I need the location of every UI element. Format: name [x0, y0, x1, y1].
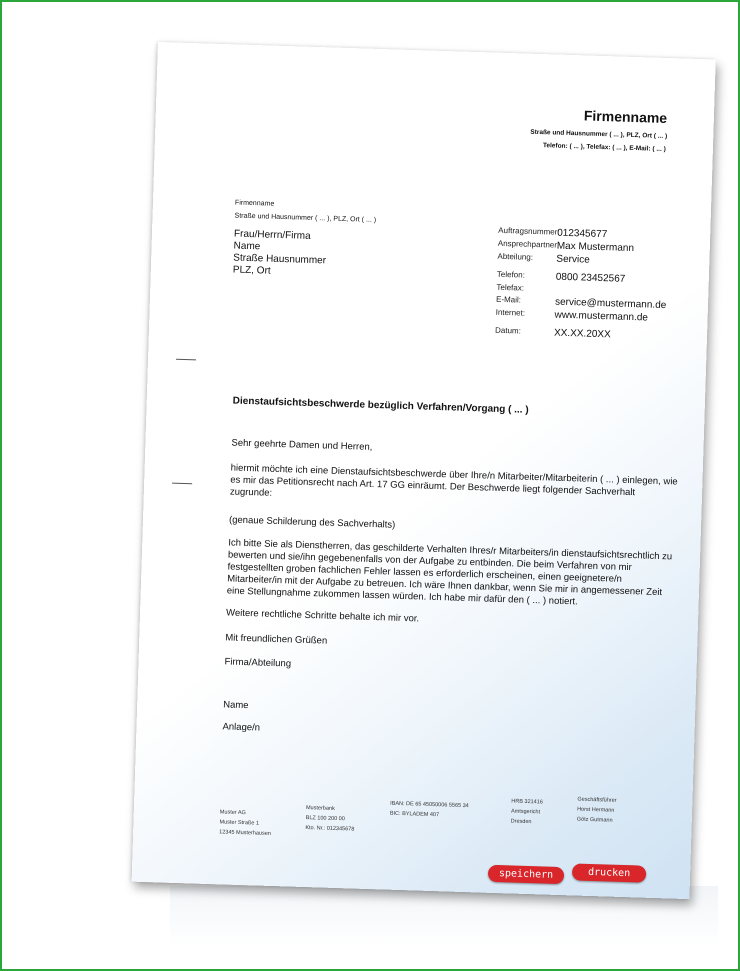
recipient-line: Straße Hausnummer — [233, 252, 327, 267]
info-label-order: Auftragsnummer: — [498, 225, 560, 237]
header-address: Straße und Hausnummer ( ... ), PLZ, Ort ( ... ) — [530, 128, 668, 141]
info-label-internet: Internet: — [495, 307, 526, 318]
letter-closing: Mit freundlichen Grüßen — [225, 632, 328, 647]
footer-text: Geschäftsführer — [577, 796, 617, 804]
footer-col-iban — [390, 799, 469, 821]
recipient-line: PLZ, Ort — [232, 264, 271, 277]
info-label-fax: Telefax: — [496, 282, 525, 293]
footer-col-company — [219, 807, 272, 839]
footer-text: BLZ 100 200 00 — [305, 815, 345, 823]
footer-text: Musterbank — [305, 805, 335, 812]
letter-paragraph-4: Weitere rechtliche Schritte behalte ich mir vor. — [225, 607, 420, 625]
footer-text: Amtsgericht — [510, 808, 541, 816]
recipient-line: Name — [233, 240, 261, 253]
letter-paragraph-1: hiermit möchte ich eine Dienstaufsichtsbeschwerde über Ihre/n Mitarbeiter/Mitarbeiterin ( ... ) einlegen, wie es mir das Petitionsrecht nach Art. 17 GG einräumt. Der Beschwerde liegt folgender Sachverhalt zugrunde: — [229, 462, 678, 499]
info-label-phone: Telefon: — [496, 269, 526, 280]
header-company-name: Firmenname — [583, 107, 668, 127]
footer-text: BIC: BYLADEM 407 — [389, 810, 440, 819]
info-value-email: service@mustermann.de — [554, 296, 667, 312]
info-label-contact-person: Ansprechpartner: — [497, 238, 560, 250]
save-button[interactable]: speichern — [488, 865, 564, 884]
letter-page — [132, 42, 716, 899]
header-contact: Telefon: ( ... ), Telefax: ( ... ), E-Mail: ( ... ) — [542, 142, 666, 154]
letter-paragraph-3: Ich bitte Sie als Dienstherren, das geschilderte Verhalten Ihres/r Mitarbeiters/in dienstaufsichtsrechtlich zu bewerten und sie/ihn gegebenenfalls von der Aufgabe zu entbinden. Die beim Verfahren von mir festgestellten groben fachlichen Fehler lassen es erforderlich erscheinen, einen geeignetere/n Mitarbeiter/in mit der Aufgabe zu betreuen. Ich wäre Ihnen dankbar, wenn Sie mir in angemessener Zeit eine Stellungnahme zukommen lassen würden. Ich habe mir dafür den ( ... ) notiert. — [226, 537, 673, 608]
letter-paragraph-2: (genaue Schilderung des Sachverhalts) — [228, 514, 396, 531]
info-value-department: Service — [556, 253, 590, 266]
footer-text: Dresden — [510, 818, 532, 826]
recipient-line: Frau/Herrn/Firma — [233, 228, 311, 242]
footer-text: 12345 Musterhausen — [219, 829, 271, 837]
info-value-date: XX.XX.20XX — [553, 327, 611, 341]
footer-text: Götz Gutmann — [576, 816, 613, 824]
info-label-email: E-Mail: — [495, 294, 522, 305]
attachment-line: Anlage/n — [222, 721, 261, 734]
letter-salutation: Sehr geehrte Damen und Herren, — [231, 437, 373, 453]
print-button[interactable]: drucken — [572, 863, 646, 882]
footer-text: Muster AG — [219, 809, 246, 817]
footer-col-management — [577, 795, 617, 826]
footer-text: Horst Hermann — [577, 806, 615, 814]
info-value-internet: www.mustermann.de — [554, 309, 649, 324]
fold-mark — [172, 483, 192, 485]
footer-text: Muster Straße 1 — [219, 819, 260, 827]
footer-text: HRB 321416 — [511, 798, 543, 806]
sender-name: Firmenname — [234, 199, 275, 208]
footer-text: IBAN: DE 65 45050006 5565 34 — [390, 800, 469, 810]
recipient-address — [233, 228, 327, 279]
info-label-department: Abteilung: — [497, 251, 534, 262]
footer-text: Kto. Nr.: 012345678 — [305, 825, 355, 833]
signature-company: Firma/Abteilung — [224, 656, 292, 670]
fold-mark — [176, 359, 196, 361]
info-value-contact-person: Max Mustermann — [556, 240, 635, 255]
info-value-order: 012345677 — [557, 227, 608, 241]
letter-subject: Dienstaufsichtsbeschwerde bezüglich Verfahren/Vorgang ( ... ) — [232, 395, 529, 416]
sender-address: Straße und Hausnummer ( ... ), PLZ, Ort ( ... ) — [234, 212, 377, 224]
info-value-phone: 0800 23452567 — [555, 271, 626, 285]
info-label-date: Datum: — [494, 325, 522, 336]
footer-col-bank — [305, 803, 355, 835]
footer-col-register — [511, 796, 543, 827]
signature-name: Name — [223, 699, 249, 712]
